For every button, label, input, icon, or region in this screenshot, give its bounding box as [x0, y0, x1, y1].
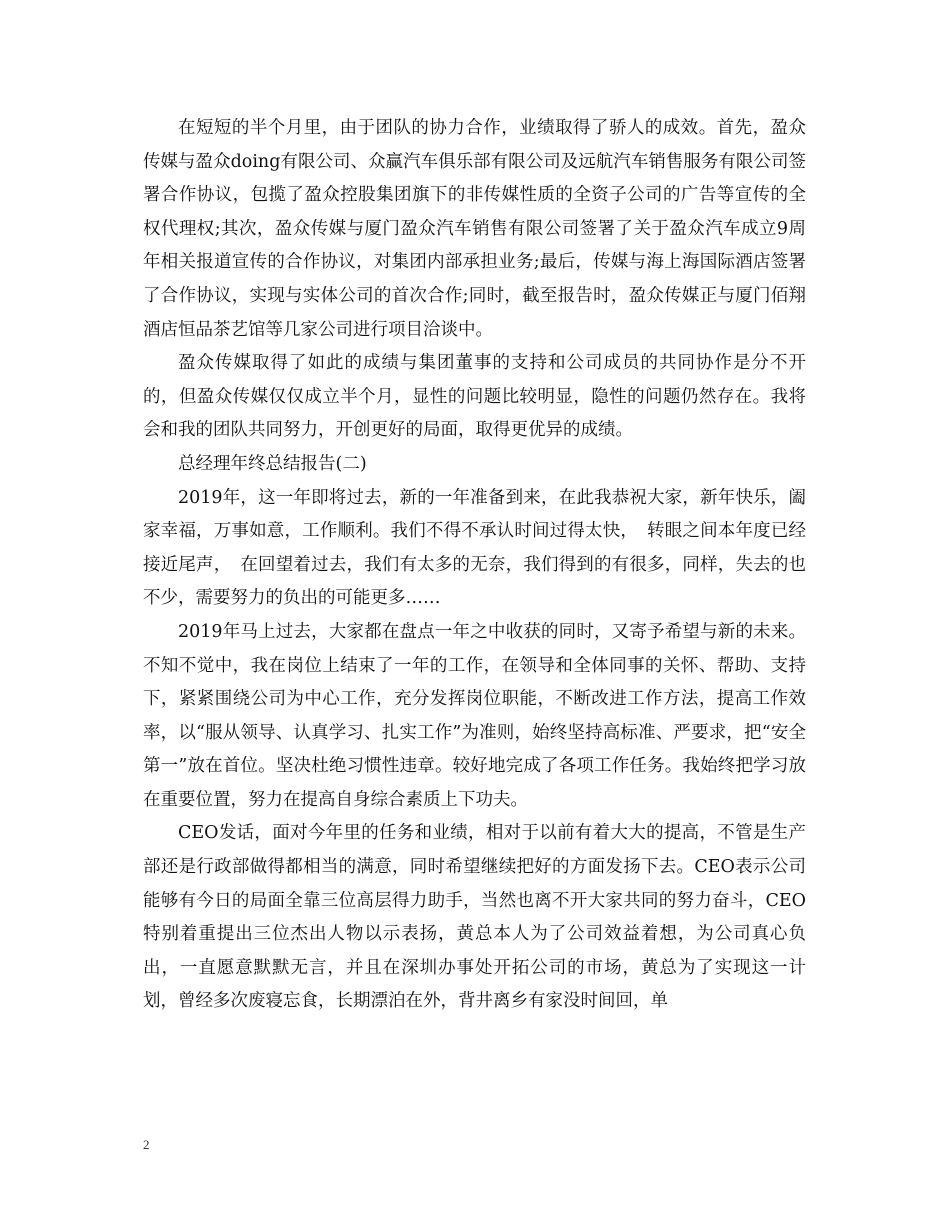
paragraph-4: 2019年马上过去，大家都在盘点一年之中收获的同时，又寄予希望与新的未来。不知不觉中，我在岗位上结束了一年的工作，在领导和全体同事的关怀、帮助、支持下，紧紧围绕公司为中心工作，充分发挥岗位职能，不断改进工作方法，提高工作效率，以“服从领导、认真学习、扎实工作”为准则，始终坚持高标准、严要求，把“安全第一”放在首位。坚决杜绝习惯性违章。较好地完成了各项工作任务。我始终把学习放在重要位置，努力在提高自身综合素质上下功夫。 — [143, 621, 806, 810]
paragraph-5: CEO发话，面对今年里的任务和业绩，相对于以前有着大大的提高，不管是生产部还是行政部做得都相当的满意，同时希望继续把好的方面发扬下去。CEO表示公司能够有今日的局面全靠三位高层得力助手，当然也离不开大家共同的努力奋斗，CEO特别着重提出三位杰出人物以示表扬，黄总本人为了公司效益着想，为公司真心负出，一直愿意默默无言，并且在深圳办事处开拓公司的市场，黄总为了实现这一计划，曾经多次废寝忘食，长期漂泊在外，背井离乡有家没时间回，单 — [143, 823, 806, 1012]
page-number: 2 — [143, 1137, 150, 1152]
section-heading: 总经理年终总结报告(二) — [178, 453, 367, 474]
paragraph-2: 盈众传媒取得了如此的成绩与集团董事的支持和公司成员的共同协作是分不开的，但盈众传媒仅仅成立半个月，显性的问题比较明显，隐性的问题仍然存在。我将会和我的团队共同努力，开创更好的局面，取得更优异的成绩。 — [143, 353, 806, 441]
paragraph-1: 在短短的半个月里，由于团队的协力合作，业绩取得了骄人的成效。首先，盈众传媒与盈众doing有限公司、众赢汽车俱乐部有限公司及远航汽车销售服务有限公司签署合作协议，包揽了盈众控股集团旗下的非传媒性质的全资子公司的广告等宣传的全权代理权;其次，盈众传媒与厦门盈众汽车销售有限公司签署了关于盈众汽车成立9周年相关报道宣传的合作协议，对集团内部承担业务;最后，传媒与海上海国际酒店签署了合作协议，实现与实体公司的首次合作;同时，截至报告时，盈众传媒正与厦门佰翔酒店恒品茶艺馆等几家公司进行项目洽谈中。 — [143, 118, 806, 340]
paragraph-3: 2019年，这一年即将过去，新的一年准备到来，在此我恭祝大家，新年快乐，阖家幸福，万事如意，工作顺利。我们不得不承认时间过得太快， 转眼之间本年度已经接近尾声， 在回望着过去，我们有太多的无奈，我们得到的有很多，同样，失去的也不少，需要努力的负出的可能更多…… — [143, 487, 806, 609]
document-body — [143, 112, 806, 1019]
